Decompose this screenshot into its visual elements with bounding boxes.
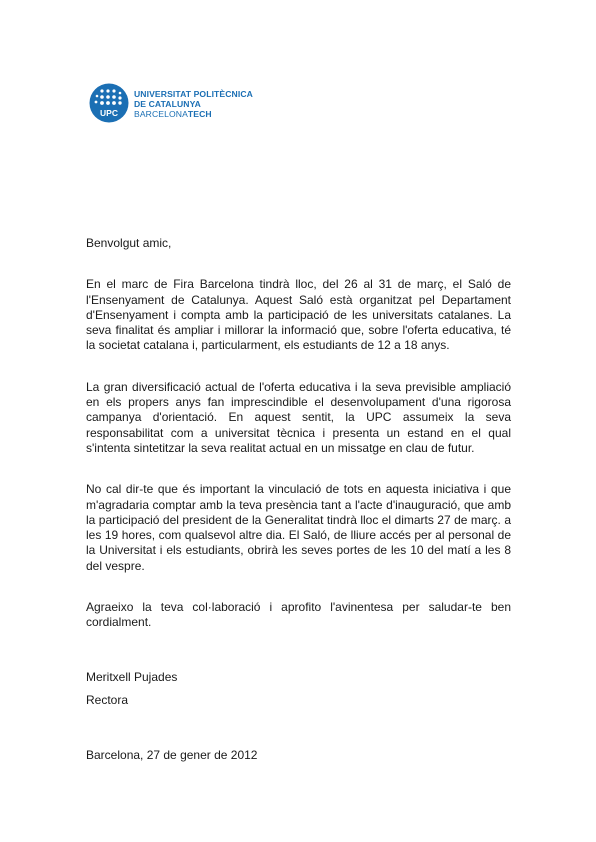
letter-paragraph-2: La gran diversificació actual de l'oferta educativa i la seva previsible ampliació en els propers anys fan imprescindible el desenvolupament d'una rigorosa campanya d'orientació. En aquest sentit, la UPC assumeix la seva responsabilitat com a universitat tècnica i presenta un estand en el qual s'intenta sintetitzar la seva realitat actual en un missatge en clau de futur.	[86, 379, 511, 455]
upc-logo-mark-label: UPC	[100, 108, 118, 118]
logo-line-3-a: BARCELONA	[134, 109, 188, 119]
logo-line-1: UNIVERSITAT POLITÈCNICA	[134, 89, 253, 99]
letter-paragraph-3: No cal dir-te que és important la vinculació de tots en aquesta iniciativa i que m'agradaria comptar amb la teva presència tant a l'acte d'inauguració, que amb la participació del president de la Generalitat tindrà lloc el dimarts 27 de març. a les 19 hores, com qualsevol altre dia. El Saló, de lliure accés per al personal de la Universitat i els estudiants, obrirà les seves portes de les 10 del matí a les 8 del vespre.	[86, 482, 511, 573]
upc-logo	[89, 83, 269, 129]
letter-greeting: Benvolgut amic,	[86, 236, 172, 250]
letter-paragraph-4: Agraeixo la teva col·laboració i aprofito l'avinentesa per saludar-te ben cordialment.	[86, 600, 511, 630]
letter-body	[86, 236, 511, 631]
letter-paragraph-1: En el marc de Fira Barcelona tindrà lloc, del 26 al 31 de març, el Saló de l'Ensenyament de Catalunya. Aquest Saló està organitzat pel Departament d'Ensenyament i compta amb la participació de les universitats catalanes. La seva finalitat és ampliar i millorar la informació que, sobre l'oferta educativa, té la societat catalana i, particularment, els estudiants de 12 a 18 anys.	[86, 277, 511, 353]
upc-logo-mark-icon	[89, 83, 129, 123]
logo-line-3-b: TECH	[187, 109, 212, 119]
place-date: Barcelona, 27 de gener de 2012	[86, 748, 258, 762]
signature-name: Meritxell Pujades	[86, 670, 178, 684]
logo-line-2: DE CATALUNYA	[134, 99, 201, 109]
logo-line-3	[134, 109, 253, 119]
signature-title: Rectora	[86, 692, 129, 707]
upc-logo-wordmark	[134, 89, 253, 119]
signature-block	[86, 670, 177, 715]
